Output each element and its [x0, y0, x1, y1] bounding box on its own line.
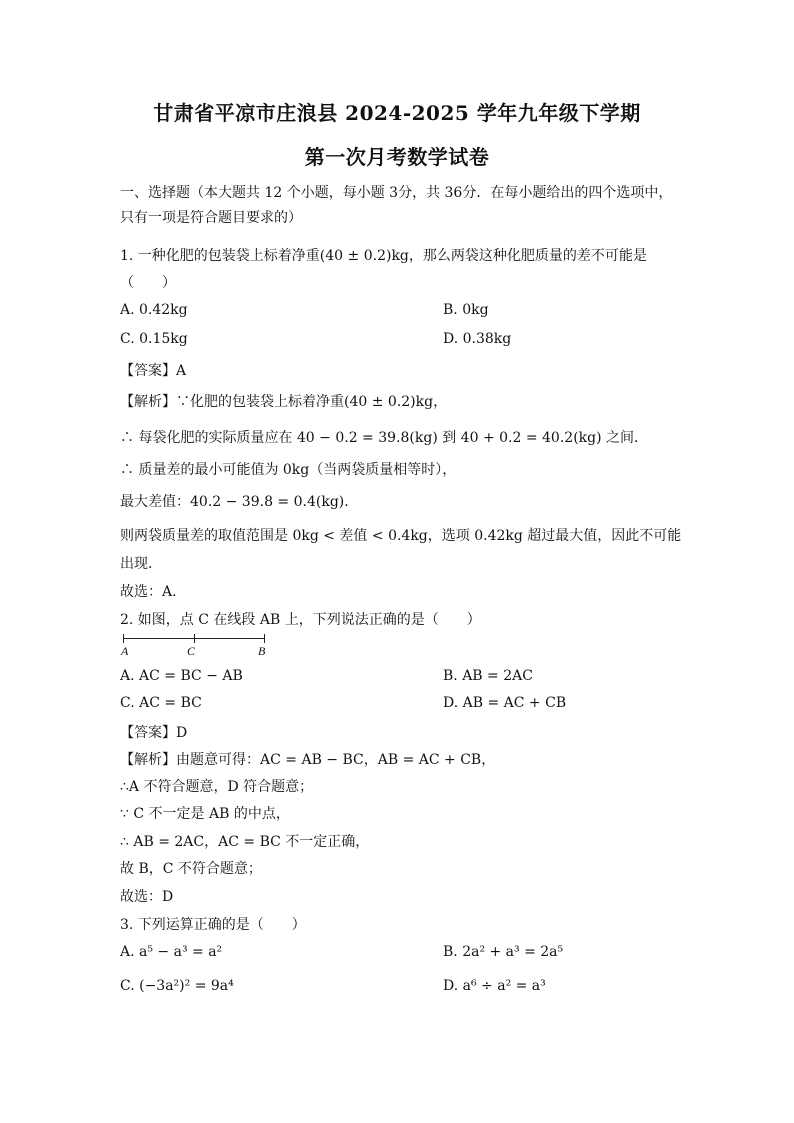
point-c-tick — [194, 634, 195, 643]
q1-analysis-line: 故选：A. — [120, 584, 177, 600]
q2-option-a: A. AC = BC − AB — [120, 668, 243, 684]
q3-option-d: D. a⁶ ÷ a² = a³ — [443, 978, 546, 994]
q1-option-c: C. 0.15kg — [120, 331, 188, 347]
point-a-label: A — [121, 644, 129, 658]
q2-analysis-line: ∴A 不符合题意，D 符合题意； — [120, 779, 314, 795]
q2-analysis-line: 故 B，C 不符合题意； — [120, 861, 262, 877]
q2-analysis-line: 【解析】由题意可得：AC = AB − BC，AB = AC + CB， — [120, 752, 496, 768]
q2-option-b: B. AB = 2AC — [443, 668, 533, 684]
q1-analysis-line: ∴ 每袋化肥的实际质量应在 40 − 0.2 = 39.8(kg) 到 40 + 0.2 = 40.2(kg) 之间． — [120, 430, 649, 446]
q1-analysis-line: 出现． — [120, 556, 162, 572]
question-1-stem-parens: （ ） — [120, 275, 176, 291]
section-heading: 一、选择题（本大题共 12 个小题，每小题 3分，共 36分．在每小题给出的四个选项中， — [120, 185, 673, 201]
q3-option-a: A. a⁵ − a³ = a² — [120, 944, 223, 960]
point-c-label: C — [187, 644, 196, 658]
q1-option-a: A. 0.42kg — [120, 302, 188, 318]
point-b-label: B — [258, 644, 266, 658]
question-3-stem: 3. 下列运算正确的是（ ） — [120, 917, 306, 933]
q3-option-b: B. 2a² + a³ = 2a⁵ — [443, 944, 564, 960]
page-title-line-2: 第一次月考数学试卷 — [304, 145, 490, 169]
q3-option-c: C. (−3a²)² = 9a⁴ — [120, 978, 234, 994]
q1-analysis-line: 最大差值：40.2 − 39.8 = 0.4(kg)． — [120, 494, 359, 510]
section-heading-cont: 只有一项是符合题目要求的） — [120, 210, 302, 226]
question-1-stem: 1. 一种化肥的包装袋上标着净重(40 ± 0.2)kg，那么两袋这种化肥质量的差不可能是 — [120, 248, 647, 264]
point-a-tick — [123, 634, 124, 643]
point-b-tick — [264, 634, 265, 643]
q2-option-c: C. AC = BC — [120, 695, 202, 711]
q2-analysis-line: ∵ C 不一定是 AB 的中点， — [120, 806, 290, 822]
q1-analysis-line: 【解析】∵化肥的包装袋上标着净重(40 ± 0.2)kg， — [120, 394, 448, 410]
q1-option-d: D. 0.38kg — [443, 331, 512, 347]
q2-analysis-line: 故选：D — [120, 889, 174, 905]
q1-option-b: B. 0kg — [443, 302, 489, 318]
q2-answer: 【答案】D — [120, 725, 188, 741]
q1-analysis-line: 则两袋质量差的取值范围是 0kg < 差值 < 0.4kg，选项 0.42kg 超过最大值，因此不可能 — [120, 528, 682, 544]
q1-analysis-line: ∴ 质量差的最小可能值为 0kg（当两袋质量相等时）， — [120, 462, 457, 478]
q2-option-d: D. AB = AC + CB — [443, 695, 567, 711]
page-title-line-1: 甘肃省平凉市庄浪县 2024-2025 学年九年级下学期 — [153, 101, 641, 125]
question-2-stem: 2. 如图，点 C 在线段 AB 上，下列说法正确的是（ ） — [120, 612, 481, 628]
segment-figure — [123, 634, 268, 658]
q1-answer: 【答案】A — [120, 363, 187, 379]
q2-analysis-line: ∴ AB = 2AC，AC = BC 不一定正确， — [120, 834, 370, 850]
